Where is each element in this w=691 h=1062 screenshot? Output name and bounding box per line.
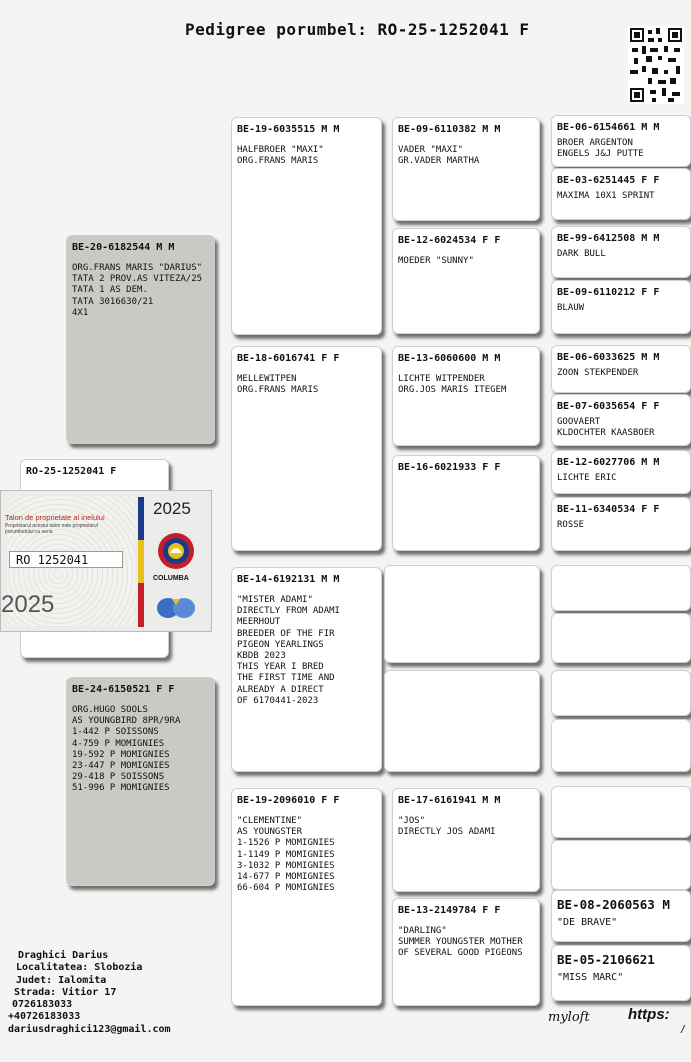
fourth-gen-ring: BE-08-2060563 M: [557, 897, 670, 912]
ring-ownership-card: [0, 490, 212, 632]
grandparent-line: "CLEMENTINE": [237, 816, 303, 826]
columba-logo-icon: [154, 531, 198, 571]
great-grandparent-card: [392, 788, 540, 892]
fourth-gen-card: [551, 945, 691, 1001]
fourth-gen-line: ROSSE: [557, 520, 585, 530]
fourth-gen-ring: BE-12-6027706 M M: [557, 457, 660, 468]
fourth-gen-card: [551, 565, 691, 611]
great-grandparent-line: DIRECTLY JOS ADAMI: [398, 827, 496, 838]
ring-card-heading: Talon de proprietate al inelului: [5, 513, 105, 522]
grandparent-line: 66-604 P MOMIGNIES: [237, 883, 335, 894]
sire-card: [66, 235, 215, 444]
fourth-gen-line: ZOON STEKPENDER: [557, 368, 639, 378]
ring-card-year-right: 2025: [153, 499, 191, 518]
fourth-gen-ring: BE-99-6412508 M M: [557, 233, 660, 244]
sire-line: TATA 2 PROV.AS VITEZA/25: [72, 274, 203, 285]
dam-line: 23-447 P MOMIGNIES: [72, 761, 170, 772]
grandparent-line: 3-1032 P MOMIGNIES: [237, 860, 335, 871]
owner-street: Strada: Vitior 17: [14, 986, 117, 998]
grandparent-line: THE FIRST TIME AND: [237, 673, 335, 684]
myloft-logo: myloft: [548, 1010, 590, 1025]
federation-logo-icon: [154, 593, 198, 619]
sire-line: ORG.FRANS MARIS "DARIUS": [72, 263, 203, 273]
flag-stripe: [138, 497, 144, 627]
dam-card: [66, 677, 215, 886]
grandparent-ring: BE-14-6192131 M M: [237, 574, 340, 585]
owner-phone: 0726183033: [12, 999, 73, 1011]
grandparent-card: [231, 346, 382, 551]
great-grandparent-line: VADER "MAXI": [398, 145, 464, 155]
sire-line: TATA 3016630/21: [72, 296, 154, 307]
fourth-gen-ring: BE-11-6340534 F F: [557, 504, 660, 515]
dam-line: 29-418 P SOISSONS: [72, 772, 165, 783]
grandparent-line: 1-1149 P MOMIGNIES: [237, 849, 335, 860]
fourth-gen-ring: BE-06-6154661 M M: [557, 122, 660, 133]
grandparent-line: 14-677 P MOMIGNIES: [237, 872, 335, 883]
grandparent-line: MEERHOUT: [237, 617, 281, 628]
sire-ring: BE-20-6182544 M M: [72, 242, 175, 253]
grandparent-line: HALFBROER "MAXI": [237, 145, 324, 155]
great-grandparent-card: [392, 346, 540, 446]
footer-url-tail: /: [680, 1024, 687, 1035]
fourth-gen-card: [551, 890, 691, 942]
grandparent-line: OF 6170441-2023: [237, 695, 319, 706]
fourth-gen-card: [551, 670, 691, 716]
fourth-gen-line: KLDOCHTER KAASBOER: [557, 428, 655, 439]
fourth-gen-card: [551, 450, 691, 494]
sire-line: 4X1: [72, 307, 89, 318]
fourth-gen-card: [551, 168, 691, 220]
grandparent-ring: BE-19-6035515 M M: [237, 124, 340, 135]
qr-code-icon: [628, 26, 684, 104]
dam-line: AS YOUNGBIRD 8PR/9RA: [72, 716, 181, 727]
great-grandparent-card: [384, 670, 540, 772]
dam-line: 1-442 P SOISSONS: [72, 727, 159, 738]
great-grandparent-ring: BE-09-6110382 M M: [398, 124, 501, 135]
dam-line: 19-592 P MOMIGNIES: [72, 749, 170, 760]
fourth-gen-ring: BE-06-6033625 M M: [557, 352, 660, 363]
fourth-gen-card: [551, 719, 691, 772]
great-grandparent-ring: BE-16-6021933 F F: [398, 462, 501, 473]
fourth-gen-card: [551, 226, 691, 278]
fourth-gen-card: [551, 613, 691, 663]
fourth-gen-line: ENGELS J&J PUTTE: [557, 149, 644, 160]
grandparent-line: AS YOUNGSTER: [237, 827, 303, 838]
owner-email: dariusdraghici123@gmail.com: [8, 1023, 171, 1035]
grandparent-line: DIRECTLY FROM ADAMI: [237, 606, 340, 617]
great-grandparent-line: MOEDER "SUNNY": [398, 256, 474, 266]
grandparent-line: BREEDER OF THE FIR: [237, 628, 335, 639]
fourth-gen-line: DARK BULL: [557, 249, 606, 259]
grandparent-card: [231, 567, 382, 772]
page-title: Pedigree porumbel: RO-25-1252041 F: [185, 20, 530, 39]
grandparent-line: ORG.FRANS MARIS: [237, 156, 319, 167]
fourth-gen-ring: BE-03-6251445 F F: [557, 175, 660, 186]
fourth-gen-line: "DE BRAVE": [557, 917, 618, 928]
ring-card-subheading: Proprietarul acestui talon este proprietarul porumbelului cu seria: [5, 523, 98, 535]
owner-locality: Localitatea: Slobozia: [16, 962, 143, 974]
grandparent-line: THIS YEAR I BRED: [237, 662, 324, 673]
great-grandparent-line: ORG.JOS MARIS ITEGEM: [398, 385, 507, 396]
grandparent-line: 1-1526 P MOMIGNIES: [237, 838, 335, 849]
fourth-gen-line: "MISS MARC": [557, 972, 624, 983]
great-grandparent-line: LICHTE WITPENDER: [398, 374, 485, 384]
grandparent-line: KBDB 2023: [237, 651, 286, 662]
owner-contact: [8, 950, 171, 1036]
fourth-gen-line: GOOVAERT: [557, 417, 601, 427]
owner-name: Draghici Darius: [18, 950, 109, 961]
grandparent-card: [231, 788, 382, 1006]
fourth-gen-ring: BE-05-2106621: [557, 952, 655, 967]
dam-line: 51-996 P MOMIGNIES: [72, 783, 170, 794]
fourth-gen-card: [551, 840, 691, 890]
subject-ring: RO-25-1252041 F: [26, 466, 117, 477]
grandparent-line: PIGEON YEARLINGS: [237, 639, 324, 650]
dam-ring: BE-24-6150521 F F: [72, 684, 175, 695]
fourth-gen-card: [551, 786, 691, 838]
great-grandparent-line: GR.VADER MARTHA: [398, 156, 480, 167]
fourth-gen-line: MAXIMA 10X1 SPRINT: [557, 191, 655, 201]
great-grandparent-line: "JOS": [398, 816, 426, 826]
grandparent-line: ORG.FRANS MARIS: [237, 385, 319, 396]
great-grandparent-card: [392, 455, 540, 551]
fourth-gen-line: BROER ARGENTON: [557, 138, 633, 148]
grandparent-line: MELLEWITPEN: [237, 374, 297, 384]
grandparent-line: ALREADY A DIRECT: [237, 684, 324, 695]
fourth-gen-card: [551, 345, 691, 393]
fourth-gen-ring: BE-07-6035654 F F: [557, 401, 660, 412]
owner-phone: +40726183033: [8, 1011, 81, 1023]
grandparent-ring: BE-19-2096010 F F: [237, 795, 340, 806]
ring-card-brand: COLUMBA: [153, 575, 189, 582]
grandparent-card: [231, 117, 382, 335]
fourth-gen-line: BLAUW: [557, 303, 585, 313]
fourth-gen-card: [551, 280, 691, 334]
owner-county: Judet: Ialomita: [16, 974, 107, 986]
fourth-gen-card: [551, 115, 691, 167]
great-grandparent-ring: BE-13-2149784 F F: [398, 905, 501, 916]
great-grandparent-card: [392, 117, 540, 221]
grandparent-ring: BE-18-6016741 F F: [237, 353, 340, 364]
great-grandparent-line: OF SEVERAL GOOD PIGEONS: [398, 948, 523, 959]
great-grandparent-line: "DARLING": [398, 926, 447, 936]
ring-card-year-left: 2025: [1, 591, 55, 618]
fourth-gen-line: LICHTE ERIC: [557, 473, 617, 483]
great-grandparent-ring: BE-13-6060600 M M: [398, 353, 501, 364]
dam-line: 4-759 P MOMIGNIES: [72, 738, 165, 749]
great-grandparent-ring: BE-12-6024534 F F: [398, 235, 501, 246]
footer-url: https:: [628, 1006, 670, 1023]
fourth-gen-card: [551, 394, 691, 446]
fourth-gen-card: [551, 497, 691, 551]
great-grandparent-card: [392, 228, 540, 334]
sire-line: TATA 1 AS DEM.: [72, 285, 148, 296]
grandparent-line: "MISTER ADAMI": [237, 595, 313, 605]
great-grandparent-line: SUMMER YOUNGSTER MOTHER: [398, 937, 523, 948]
fourth-gen-ring: BE-09-6110212 F F: [557, 287, 660, 298]
great-grandparent-card: [392, 898, 540, 1006]
great-grandparent-card: [384, 565, 540, 663]
dam-line: ORG.HUGO SOOLS: [72, 705, 148, 715]
ring-card-number: RO 1252041: [9, 551, 123, 568]
great-grandparent-ring: BE-17-6161941 M M: [398, 795, 501, 806]
